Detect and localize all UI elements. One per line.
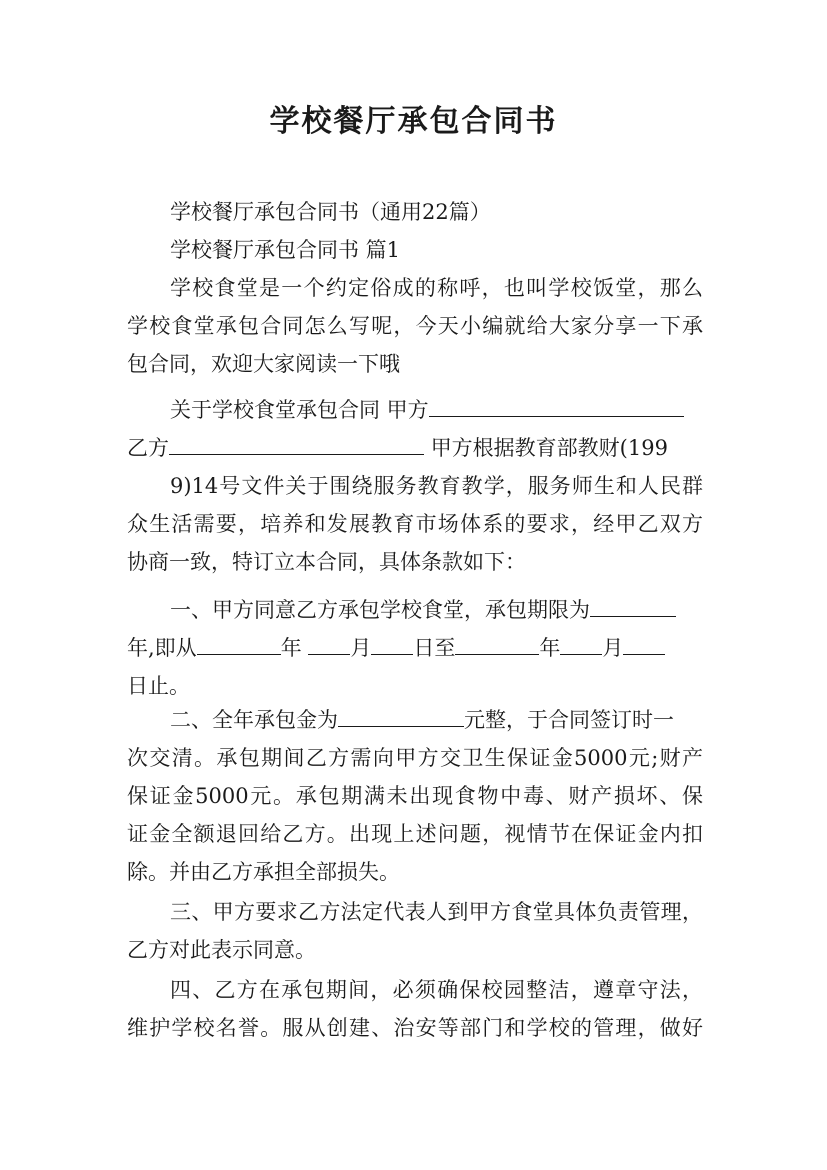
date-text: 月: [350, 636, 372, 660]
term-blank: [590, 594, 676, 617]
date-text: 月: [602, 636, 624, 660]
clause-text: 二、全年承包金为: [170, 708, 338, 732]
clause-text: 一、甲方同意乙方承包学校食堂，承包期限为: [170, 598, 590, 622]
paragraph-line: 学校食堂是一个约定俗成的称呼，也叫学校饭堂，那么: [170, 276, 703, 300]
paragraph-line: 次交清。承包期间乙方需向甲方交卫生保证金5000元;财产: [127, 746, 703, 770]
section-heading: 学校餐厅承包合同书 篇1: [170, 238, 401, 262]
paragraph-line: 众生活需要，培养和发展教育市场体系的要求，经甲乙双方: [127, 512, 703, 536]
party-a-label: 关于学校食堂承包合同 甲方: [170, 398, 429, 422]
paragraph-line: 协商一致，特订立本合同，具体条款如下：: [127, 550, 526, 574]
party-a-blank: [429, 394, 684, 417]
clause-2-line: [170, 700, 703, 740]
day-blank: [623, 632, 665, 655]
clause-3-line: 三、甲方要求乙方法定代表人到甲方食堂具体负责管理，: [170, 900, 703, 924]
party-b-label: 乙方: [127, 436, 169, 460]
paragraph-line: 维护学校名誉。服从创建、治安等部门和学校的管理，做好: [127, 1016, 703, 1040]
paragraph-text: 甲方根据教育部教财(199: [430, 436, 668, 460]
month-blank: [560, 632, 602, 655]
paragraph-line: 乙方对此表示同意。: [127, 938, 316, 962]
subtitle-line: 学校餐厅承包合同书（通用22篇）: [170, 200, 491, 224]
date-text: 年,即从: [127, 636, 197, 660]
paragraph-line: 包合同，欢迎大家阅读一下哦: [127, 352, 400, 376]
month-blank: [308, 632, 350, 655]
paragraph-line: 除。并由乙方承担全部损失。: [127, 860, 400, 884]
party-b-line: [127, 428, 703, 468]
clause-1-line: [170, 590, 703, 630]
clause-1-dates: [127, 628, 703, 668]
paragraph-line: 9)14号文件关于围绕服务教育教学，服务师生和人民群: [170, 474, 703, 498]
year-blank: [455, 632, 539, 655]
document-title: 学校餐厅承包合同书: [269, 104, 558, 139]
date-text: 年: [539, 636, 561, 660]
clause-text: 元整，于合同签订时一: [464, 708, 674, 732]
date-text: 日至: [413, 636, 456, 660]
paragraph-line: 保证金5000元。承包期满未出现食物中毒、财产损坏、保: [127, 784, 703, 808]
party-a-line: [170, 390, 703, 430]
paragraph-line: 学校食堂承包合同怎么写呢，今天小编就给大家分享一下承: [127, 314, 703, 338]
amount-blank: [338, 704, 464, 727]
party-b-blank: [169, 432, 424, 455]
date-text: 年: [280, 636, 302, 660]
clause-4-line: 四、乙方在承包期间，必须确保校园整洁，遵章守法，: [170, 978, 703, 1002]
paragraph-line: 证金全额退回给乙方。出现上述问题，视情节在保证金内扣: [127, 822, 703, 846]
day-blank: [371, 632, 413, 655]
year-blank: [197, 632, 281, 655]
paragraph-line: 日止。: [127, 674, 190, 698]
